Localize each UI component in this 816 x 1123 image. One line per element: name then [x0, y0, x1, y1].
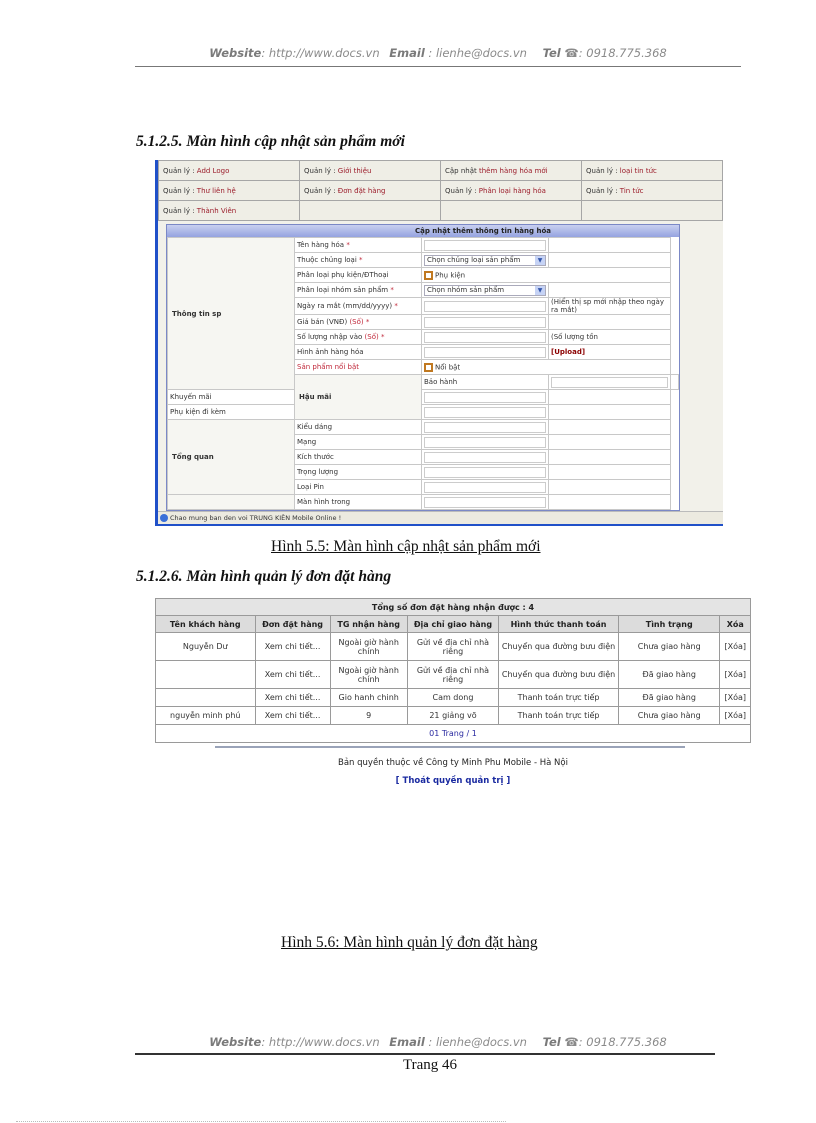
group-after-sale: Hậu mãi [295, 375, 422, 420]
name-input[interactable] [424, 240, 546, 251]
chevron-down-icon: ▼ [535, 256, 545, 265]
col-receive-time: TG nhận hàng [330, 616, 407, 633]
menu-empty [441, 201, 582, 221]
col-delete: Xóa [720, 616, 751, 633]
menu-item-about[interactable]: Quản lý : Giới thiệu [300, 161, 441, 181]
stock-note: (Số lượng tồn [549, 330, 671, 345]
view-order-link[interactable]: Xem chi tiết... [255, 633, 330, 661]
form-title: Cập nhật thêm thông tin hàng hóa [167, 225, 679, 237]
label-featured: Sản phẩm nổi bật [295, 360, 422, 375]
figure-caption-5-5: Hình 5.5: Màn hình cập nhật sản phẩm mới [271, 538, 541, 555]
tel-value: : 0918.775.368 [578, 1035, 667, 1049]
order-status: Chưa giao hàng [618, 707, 720, 725]
website-value: : http://www.docs.vn [261, 1035, 380, 1049]
release-date-input[interactable] [424, 301, 546, 312]
battery-input[interactable] [424, 482, 546, 493]
menu-item-add-logo[interactable]: Quản lý : Add Logo [159, 161, 300, 181]
featured-checkbox[interactable] [424, 363, 433, 372]
email-value: : lienhe@docs.vn [424, 1035, 527, 1049]
image-input[interactable] [424, 347, 546, 358]
page-number: Trang 46 [402, 1057, 458, 1073]
view-order-link[interactable]: Xem chi tiết... [255, 661, 330, 689]
page-edge-dots [16, 1121, 506, 1122]
label-image: Hình ảnh hàng hóa [295, 345, 422, 360]
price-input[interactable] [424, 317, 546, 328]
orders-total: Tổng số đơn đặt hàng nhận được : 4 [156, 599, 751, 616]
product-form: Cập nhật thêm thông tin hàng hóa Thông tin sp Tên hàng hóa * Thuộc chủng loại * Chọn chủng loại sản phẩm ▼ Phân loại phụ kiện/ĐThoại Phụ kiện Phân loại nhóm sản phẩm * Chọn nhóm sản phẩm ▼ Ngày ra mắt (mm/dd/yyyy) * (Hiển thị sp mới nhập theo ngày ra mắt) Giá bán (VNĐ) (Số) * Số lượng nhập vào (Số) * (Số lượng tồn Hình ảnh hàng hóa [Upload] Sản phẩm nổi bật Nổi bật Hậu mãi Bảo hành Khuyến mãi Phụ kiện đi kèm Tổng quan Kiểu dáng Mạng Kích thước Trọng lượng Loại Pin Màn hình trong [166, 224, 680, 511]
table-row: Nguyễn Dư Xem chi tiết... Ngoài giờ hành chính Gửi về địa chỉ nhà riêng Chuyển qua đường bưu điện Chưa giao hàng [Xóa] [156, 633, 751, 661]
label-price: Giá bán (VNĐ) (Số) * [295, 315, 422, 330]
logout-admin-link[interactable]: [ Thoát quyền quản trị ] [395, 776, 511, 786]
website-value: : http://www.docs.vn [261, 46, 380, 60]
label-warranty: Bảo hành [422, 375, 549, 390]
label-category: Thuộc chủng loại * [295, 253, 422, 268]
col-payment: Hình thức thanh toán [499, 616, 619, 633]
order-status: Đã giao hàng [618, 661, 720, 689]
release-date-note: (Hiển thị sp mới nhập theo ngày ra mắt) [549, 298, 671, 315]
menu-item-product-category[interactable]: Quản lý : Phân loại hàng hóa [441, 181, 582, 201]
admin-menu [158, 160, 723, 221]
delete-link[interactable]: [Xóa] [720, 661, 751, 689]
weight-input[interactable] [424, 467, 546, 478]
menu-item-contact[interactable]: Quản lý : Thư liên hệ [159, 181, 300, 201]
group-overview: Tổng quan [168, 420, 295, 495]
delete-link[interactable]: [Xóa] [720, 707, 751, 725]
label-size: Kích thước [295, 450, 422, 465]
size-input[interactable] [424, 452, 546, 463]
globe-icon [160, 514, 168, 522]
label-group: Phân loại nhóm sản phẩm * [295, 283, 422, 298]
label-name: Tên hàng hóa * [295, 238, 422, 253]
orders-table [155, 598, 751, 743]
tel-value: : 0918.775.368 [578, 46, 667, 60]
divider [215, 746, 685, 748]
accessory-checkbox[interactable] [424, 271, 433, 280]
view-order-link[interactable]: Xem chi tiết... [255, 707, 330, 725]
footer-divider [135, 1053, 715, 1055]
warranty-input[interactable] [551, 377, 668, 388]
label-quantity: Số lượng nhập vào (Số) * [295, 330, 422, 345]
promotion-input[interactable] [424, 392, 546, 403]
email-label: Email [389, 46, 425, 60]
menu-item-add-product[interactable]: Cập nhật thêm hàng hóa mới [441, 161, 582, 181]
email-label: Email [389, 1035, 425, 1049]
phone-icon: ☎ [564, 46, 579, 60]
website-label: Website [209, 1035, 262, 1049]
col-customer: Tên khách hàng [156, 616, 256, 633]
label-battery: Loại Pin [295, 480, 422, 495]
design-input[interactable] [424, 422, 546, 433]
page-footer [135, 1035, 741, 1049]
group-empty [168, 495, 295, 510]
col-status: Tình trạng [618, 616, 720, 633]
browser-status-bar: Chao mung ban den voi TRUNG KIÊN Mobile Online ! [158, 511, 723, 525]
view-order-link[interactable]: Xem chi tiết... [255, 689, 330, 707]
quantity-input[interactable] [424, 332, 546, 343]
chevron-down-icon: ▼ [535, 286, 545, 295]
label-promotion: Khuyến mãi [168, 390, 295, 405]
menu-empty [582, 201, 723, 221]
section-title-order-management: 5.1.2.6. Màn hình quản lý đơn đặt hàng [136, 568, 392, 585]
email-value: : lienhe@docs.vn [424, 46, 527, 60]
screenshot-update-product [155, 160, 723, 526]
label-screen: Màn hình trong [295, 495, 422, 510]
label-release-date: Ngày ra mắt (mm/dd/yyyy) * [295, 298, 422, 315]
menu-item-news-type[interactable]: Quản lý : loại tin tức [582, 161, 723, 181]
tel-label: Tel [542, 1035, 561, 1049]
table-row: Xem chi tiết... Ngoài giờ hành chính Gửi về địa chỉ nhà riêng Chuyển qua đường bưu điện Đã giao hàng [Xóa] [156, 661, 751, 689]
phone-icon: ☎ [564, 1035, 579, 1049]
order-status: Chưa giao hàng [618, 633, 720, 661]
figure-caption-5-6: Hình 5.6: Màn hình quản lý đơn đặt hàng [281, 934, 538, 951]
col-address: Địa chỉ giao hàng [407, 616, 498, 633]
network-input[interactable] [424, 437, 546, 448]
screen-input[interactable] [424, 497, 546, 508]
copyright-text: Bản quyền thuộc về Công ty Minh Phu Mobile - Hà Nội [338, 758, 568, 768]
delete-link[interactable]: [Xóa] [720, 689, 751, 707]
menu-empty [300, 201, 441, 221]
label-design: Kiểu dáng [295, 420, 422, 435]
table-row: nguyễn minh phú Xem chi tiết... 9 21 giảng võ Thanh toán trực tiếp Chưa giao hàng [Xóa] [156, 707, 751, 725]
label-weight: Trọng lượng [295, 465, 422, 480]
pagination[interactable]: 01 Trang / 1 [156, 725, 751, 743]
header-divider [135, 66, 741, 67]
tel-label: Tel [542, 46, 561, 60]
group-product-info: Thông tin sp [168, 238, 295, 390]
upload-link[interactable]: [Upload] [551, 348, 586, 356]
delete-link[interactable]: [Xóa] [720, 633, 751, 661]
category-select[interactable]: Chọn chủng loại sản phẩm ▼ [424, 255, 546, 266]
table-row: Xem chi tiết... Gio hanh chinh Cam dong Thanh toán trực tiếp Đã giao hàng [Xóa] [156, 689, 751, 707]
label-accessory-type: Phân loại phụ kiện/ĐThoại [295, 268, 422, 283]
menu-item-news[interactable]: Quản lý : Tin tức [582, 181, 723, 201]
page-header [135, 46, 741, 60]
screenshot-order-management [155, 598, 755, 793]
menu-item-orders[interactable]: Quản lý : Đơn đặt hàng [300, 181, 441, 201]
label-network: Mạng [295, 435, 422, 450]
website-label: Website [209, 46, 262, 60]
menu-item-members[interactable]: Quản lý : Thành Viên [159, 201, 300, 221]
taskbar-strip [158, 524, 723, 526]
label-accessories: Phụ kiện đi kèm [168, 405, 295, 420]
group-select[interactable]: Chọn nhóm sản phẩm ▼ [424, 285, 546, 296]
col-order: Đơn đặt hàng [255, 616, 330, 633]
accessories-input[interactable] [424, 407, 546, 418]
order-status: Đã giao hàng [618, 689, 720, 707]
section-title-update-product: 5.1.2.5. Màn hình cập nhật sản phẩm mới [136, 133, 405, 150]
